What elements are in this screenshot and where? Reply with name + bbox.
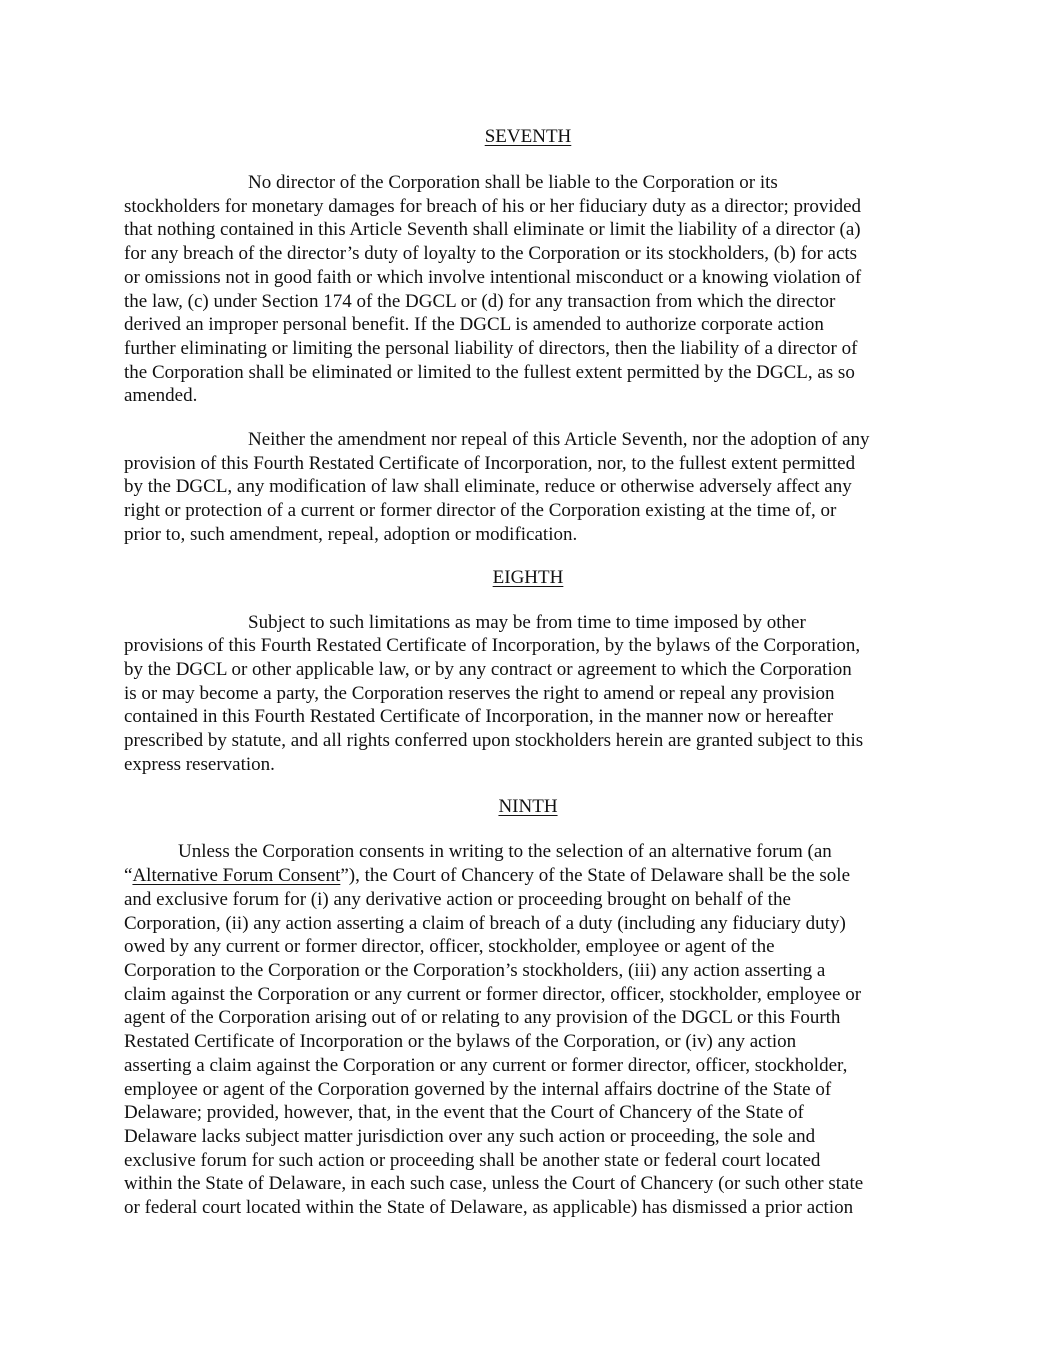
heading-seventh: SEVENTH xyxy=(484,126,572,147)
seventh-paragraph-2: Neither the amendment nor repeal of this Article Seventh, nor the adoption of any provision of this Fourth Restated Certificate of Incorporation, nor, to the fullest extent permitted by the DGCL, any modification of law shall eliminate, reduce or otherwise adversely affect any right or protection of a current or former director of the Corporation existing at the time of, or prior to, such amendment, repeal, adoption or modification. xyxy=(124,429,870,545)
eighth-paragraph-1: Subject to such limitations as may be from time to time imposed by other provisions of this Fourth Restated Certificate of Incorporation, by the bylaws of the Corporation, by the DGCL or other applicable law, or by any contract or agreement to which the Corporation is or may become a party, the Corporation reserves the right to amend or repeal any provision contained in this Fourth Restated Certificate of Incorporation, in the manner now or hereafter prescribed by statute, and all rights conferred upon stockholders herein are granted subject to this express reservation. xyxy=(124,611,864,775)
seventh-paragraph-1: No director of the Corporation shall be liable to the Corporation or its stockholders for monetary damages for breach of his or her fiduciary duty as a director; provided that nothing contained in this Article Seventh shall eliminate or limit the liability of a director (a) for any breach of the director’s duty of loyalty to the Corporation or its stockholders, (b) for acts or omissions not in good faith or which involve intentional misconduct or a knowing violation of the law, (c) under Section 174 of the DGCL or (d) for any transaction from which the director derived an improper personal benefit. If the DGCL is amended to authorize corporate action further eliminating or limiting the personal liability of directors, then the liability of a director of the Corporation shall be eliminated or limited to the fullest extent permitted by the DGCL, as so amended. xyxy=(124,172,862,407)
ninth-paragraph-start: Unless the Corporation consents in writing to the selection of an alternative forum (an “ xyxy=(124,841,832,887)
document-page xyxy=(124,124,932,1220)
ninth-paragraph-1 xyxy=(124,840,932,1219)
heading-eighth: EIGHTH xyxy=(492,566,564,588)
heading-ninth: NINTH xyxy=(498,796,558,818)
defined-term-alternative-forum-consent: Alternative Forum Consent xyxy=(132,865,341,887)
ninth-paragraph-rest: ”), the Court of Chancery of the State of Delaware shall be the sole and exclusive forum for (i) any derivative action or proceeding brought on behalf of the Corporation, (ii) any action asserting a claim of breach of a duty (including any fiduciary duty) owed by any current or former director, officer, stockholder, employee or agent of the Corporation to the Corporation or the Corporation’s stockholders, (iii) any action asserting a claim against the Corporation or any current or former director, officer, stockholder, employee or agent of the Corporation arising out of or relating to any provision of the DGCL or this Fourth Restated Certificate of Incorporation or the bylaws of the Corporation, or (iv) any action asserting a claim against the Corporation or any current or former director, officer, stockholder, employee or agent of the Corporation governed by the internal affairs doctrine of the State of Delaware; provided, however, that, in the event that the Court of Chancery of the State of Delaware lacks subject matter jurisdiction over any such action or proceeding, the sole and exclusive forum for such action or proceeding shall be another state or federal court located within the State of Delaware, in each such case, unless the Court of Chancery (or such other state or federal court located within the State of Delaware, as applicable) has dismissed a prior action xyxy=(124,865,864,1219)
